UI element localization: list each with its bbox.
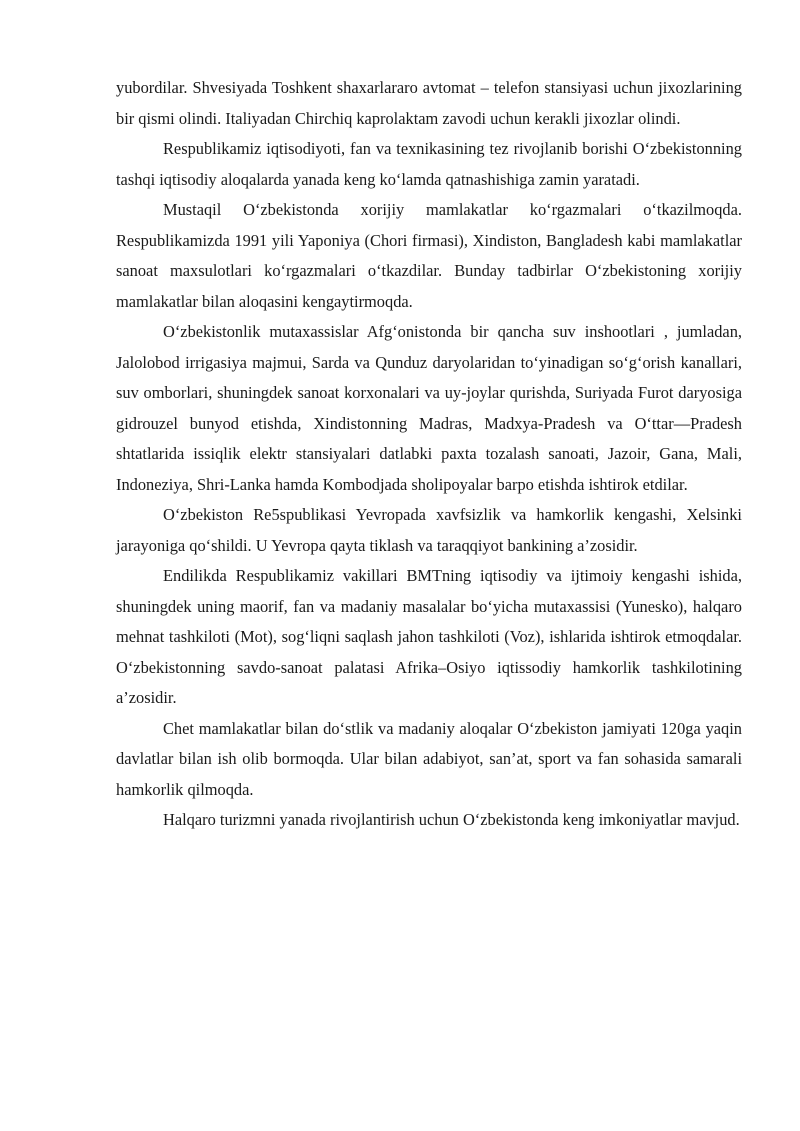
paragraph-5: O‘zbekiston Re5spublikasi Yevropada xavfsizlik va hamkorlik kengashi, Xelsinki jarayoniga qo‘shildi. U Yevropa qayta tiklash va taraqqiyot bankining a’zosidir.: [116, 505, 742, 555]
paragraph-8: Halqaro turizmni yanada rivojlantirish uchun O‘zbekistonda keng imkoniyatlar mavjud.: [163, 810, 740, 829]
paragraph-2: Respublikamiz iqtisodiyoti, fan va texnikasining tez rivojlanib borishi O‘zbekistonning tashqi iqtisodiy aloqalarda yanada keng ko‘lamda qatnashishiga zamin yaratadi.: [116, 139, 742, 189]
document-page: [116, 73, 742, 836]
paragraph-4: O‘zbekistonlik mutaxassislar Afg‘onistonda bir qancha suv inshootlari , jumladan, Jalolobod irrigasiya majmui, Sarda va Qunduz daryolaridan to‘yinadigan so‘g‘orish kanallari, suv omborlari, shuningdek sanoat korxonalari va uy-joylar qurishda, Suriyada Furot daryosiga gidrouzel bunyod etishda, Xindistonning Madras, Madxya-Pradesh va O‘ttar—Pradesh shtatlarida issiqlik elektr stansiyalari datlabki paxta tozalash sanoati, Jazoir, Gana, Mali, Indoneziya, Shri-Lanka hamda Kombodjada sholipoyalar barpo etishda ishtirok etdilar.: [116, 322, 742, 494]
paragraph-1: yubordilar. Shvesiyada Toshkent shaxarlararo avtomat – telefon stansiyasi uchun jixozlarining bir qismi olindi. Italiyadan Chirchiq kaprolaktam zavodi uchun kerakli jixozlar olindi.: [116, 78, 742, 128]
paragraph-6: Endilikda Respublikamiz vakillari BMTning iqtisodiy va ijtimoiy kengashi ishida, shuningdek uning maorif, fan va madaniy masalalar bo‘yicha mutaxassisi (Yunesko), halqaro mehnat tashkiloti (Mot), sog‘liqni saqlash jahon tashkiloti (Voz), ishlarida ishtirok etmoqdalar. O‘zbekistonning savdo-sanoat palatasi Afrika–Osiyo iqtissodiy hamkorlik tashkilotining a’zosidir.: [116, 566, 742, 707]
paragraph-3: Mustaqil O‘zbekistonda xorijiy mamlakatlar ko‘rgazmalari o‘tkazilmoqda. Respublikamizda 1991 yili Yaponiya (Chori firmasi), Xindiston, Bangladesh kabi mamlakatlar sanoat maxsulotlari ko‘rgazmalari o‘tkazdilar. Bunday tadbirlar O‘zbekistoning xorijiy mamlakatlar bilan aloqasini kengaytirmoqda.: [116, 200, 742, 311]
paragraph-7: Chet mamlakatlar bilan do‘stlik va madaniy aloqalar O‘zbekiston jamiyati 120ga yaqin davlatlar bilan ish olib bormoqda. Ular bilan adabiyot, san’at, sport va fan sohasida samarali hamkorlik qilmoqda.: [116, 718, 742, 799]
